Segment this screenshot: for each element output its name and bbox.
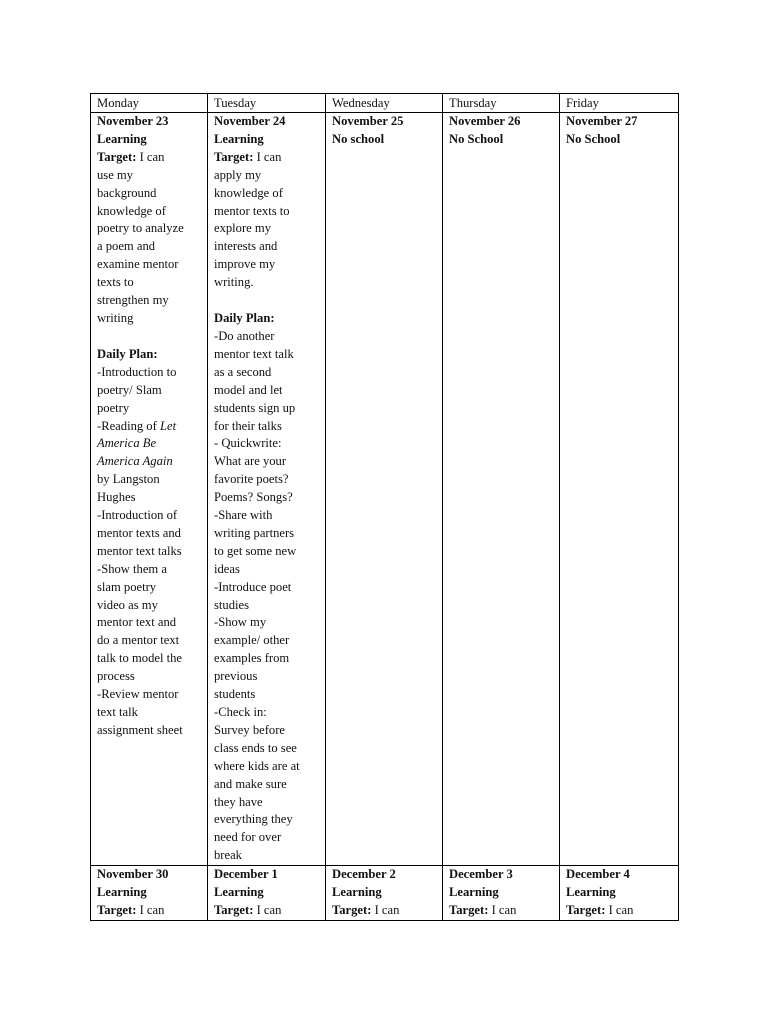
target-text: poetry to analyze <box>97 221 184 236</box>
plan-text: as a second <box>214 364 272 379</box>
poem-title: Let <box>159 418 177 433</box>
daily-plan-label: Daily Plan: <box>214 311 275 326</box>
target-text: improve my <box>214 257 276 272</box>
plan-text: assignment sheet <box>97 722 183 737</box>
cell-dec-4 <box>560 866 679 921</box>
target-text: interests and <box>214 239 278 254</box>
target-text: examine mentor <box>97 257 179 272</box>
plan-text: do a mentor text <box>97 633 180 648</box>
spacer <box>97 328 203 346</box>
target-text: I can <box>608 902 634 917</box>
date-label: November 30 <box>97 867 169 882</box>
plan-text: mentor text talk <box>214 346 294 361</box>
date-label: November 23 <box>97 114 169 128</box>
target-line <box>449 902 555 920</box>
target-text: explore my <box>214 221 272 236</box>
target-label: Target: <box>97 902 137 917</box>
learning-label: Learning <box>97 131 147 146</box>
plan-text: Poems? Songs? <box>214 490 293 505</box>
learning-label: Learning <box>214 131 264 146</box>
target-text: I can <box>374 902 400 917</box>
plan-text: -Review mentor <box>97 687 179 702</box>
cell-dec-3 <box>443 866 560 921</box>
plan-text: students <box>214 687 256 702</box>
date-label: December 2 <box>332 867 396 882</box>
plan-text: everything they <box>214 812 293 827</box>
header-thursday: Thursday <box>443 94 560 113</box>
plan-text: to get some new <box>214 543 297 558</box>
plan-text: -Introduction of <box>97 508 178 523</box>
learning-label: Learning <box>449 885 499 900</box>
plan-text: class ends to see <box>214 740 297 755</box>
target-text: knowledge of <box>97 203 166 218</box>
plan-text: poetry <box>97 400 130 415</box>
learning-label: Learning <box>332 885 382 900</box>
plan-text: -Share with <box>214 508 273 523</box>
target-label: Target: <box>97 149 137 164</box>
no-school-note: No School <box>449 131 504 146</box>
plan-text: where kids are at <box>214 758 300 773</box>
date-label: November 27 <box>566 114 638 128</box>
target-text: I can <box>139 149 165 164</box>
target-text: I can <box>139 902 165 917</box>
plan-text: - Quickwrite: <box>214 436 282 451</box>
header-wednesday: Wednesday <box>326 94 443 113</box>
target-text: use my <box>97 167 134 182</box>
header-monday: Monday <box>91 94 208 113</box>
target-text: strengthen my <box>97 293 169 308</box>
poem-title: America Be <box>97 436 157 451</box>
plan-text: example/ other <box>214 633 290 648</box>
cell-nov-25 <box>326 113 443 866</box>
target-line <box>97 902 203 920</box>
target-line <box>214 149 321 167</box>
target-text: mentor texts to <box>214 203 290 218</box>
no-school-note: No School <box>566 131 621 146</box>
target-text: I can <box>256 149 282 164</box>
plan-text: students sign up <box>214 400 296 415</box>
learning-label: Learning <box>97 885 147 900</box>
target-text: I can <box>491 902 517 917</box>
plan-text: favorite poets? <box>214 472 289 487</box>
learning-label: Learning <box>214 885 264 900</box>
poem-title: America Again <box>97 454 173 469</box>
date-label: December 4 <box>566 867 630 882</box>
week-row-1 <box>91 113 679 866</box>
cell-nov-30 <box>91 866 208 921</box>
plan-text <box>97 418 203 436</box>
cell-nov-24 <box>208 113 326 866</box>
plan-text: -Show my <box>214 615 267 630</box>
header-row <box>91 94 679 113</box>
target-label: Target: <box>214 902 254 917</box>
plan-text: -Show them a <box>97 561 167 576</box>
cell-dec-2 <box>326 866 443 921</box>
plan-text: writing partners <box>214 525 295 540</box>
spacer <box>214 292 321 310</box>
plan-text: What are your <box>214 454 287 469</box>
date-label: November 24 <box>214 114 286 128</box>
plan-text: Hughes <box>97 490 136 505</box>
learning-label: Learning <box>566 885 616 900</box>
header-tuesday: Tuesday <box>208 94 326 113</box>
plan-text: process <box>97 669 135 684</box>
target-text: texts to <box>97 275 134 290</box>
cell-dec-1 <box>208 866 326 921</box>
target-text: I can <box>256 902 282 917</box>
cell-nov-27 <box>560 113 679 866</box>
plan-text: mentor text and <box>97 615 177 630</box>
date-label: November 26 <box>449 114 521 128</box>
plan-text: text talk <box>97 705 138 719</box>
plan-text: mentor texts and <box>97 525 181 540</box>
target-text: knowledge of <box>214 185 283 200</box>
plan-text: talk to model the <box>97 651 182 666</box>
daily-plan-label: Daily Plan: <box>97 346 158 361</box>
plan-text: -Do another <box>214 328 275 343</box>
target-label: Target: <box>566 902 606 917</box>
plan-text: they have <box>214 794 263 809</box>
cell-nov-26 <box>443 113 560 866</box>
target-line <box>97 149 203 167</box>
lesson-plan-table <box>90 93 679 921</box>
cell-nov-23 <box>91 113 208 866</box>
target-label: Target: <box>214 149 254 164</box>
plan-text: and make sure <box>214 776 287 791</box>
plan-text: -Introduce poet <box>214 579 292 594</box>
target-text: apply my <box>214 167 262 182</box>
plan-text: need for over <box>214 830 282 845</box>
target-text: writing. <box>214 275 254 290</box>
plan-text: break <box>214 848 242 863</box>
plan-text: -Check in: <box>214 705 267 719</box>
plan-text: previous <box>214 669 258 684</box>
plan-text: ideas <box>214 561 240 576</box>
plan-text: studies <box>214 597 249 612</box>
target-line <box>566 902 674 920</box>
target-text: writing <box>97 310 134 325</box>
date-label: December 3 <box>449 867 513 882</box>
date-label: December 1 <box>214 867 278 882</box>
target-text: background <box>97 185 157 200</box>
plan-text: for their talks <box>214 418 282 433</box>
plan-text: by Langston <box>97 472 160 487</box>
plan-text: -Introduction to <box>97 364 177 379</box>
week-row-2 <box>91 866 679 921</box>
header-friday: Friday <box>560 94 679 113</box>
target-label: Target: <box>449 902 489 917</box>
plan-text: Survey before <box>214 722 285 737</box>
plan-text: video as my <box>97 597 158 612</box>
reading-prefix: -Reading of <box>97 418 157 433</box>
target-line <box>332 902 438 920</box>
no-school-note: No school <box>332 131 385 146</box>
target-line <box>214 902 321 920</box>
plan-text: poetry/ Slam <box>97 382 162 397</box>
target-text: a poem and <box>97 239 156 254</box>
plan-text: slam poetry <box>97 579 157 594</box>
plan-text: examples from <box>214 651 290 666</box>
date-label: November 25 <box>332 114 404 128</box>
plan-text: model and let <box>214 382 283 397</box>
target-label: Target: <box>332 902 372 917</box>
plan-text: mentor text talks <box>97 543 182 558</box>
